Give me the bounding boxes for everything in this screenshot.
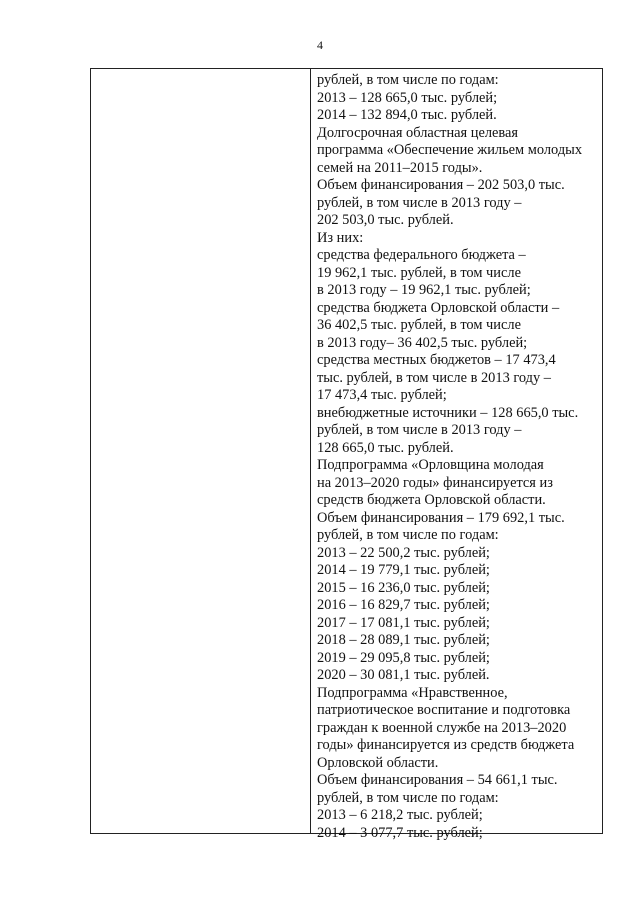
text-line: 2014 – 132 894,0 тыс. рублей. (317, 107, 497, 123)
text-line: 17 473,4 тыс. рублей; (317, 387, 447, 403)
text-line: 2015 – 16 236,0 тыс. рублей; (317, 579, 490, 596)
text-line: 2019 – 29 095,8 тыс. рублей; (317, 649, 490, 666)
text-line: патриотическое воспитание и подготовка (317, 702, 571, 718)
text-line: в 2013 году– 36 402,5 тыс. рублей; (317, 334, 528, 351)
text-line: годы» финансируется из средств бюджета (317, 737, 575, 753)
text-line: средства бюджета Орловской области – (317, 299, 560, 316)
text-line: Объем финансирования – 202 503,0 тыс. (317, 177, 565, 193)
text-line: семей на 2011–2015 годы». (317, 159, 483, 176)
text-line: 2013 – 6 218,2 тыс. рублей; (317, 807, 483, 823)
text-line: 2020 – 30 081,1 тыс. рублей. (317, 667, 490, 683)
text-line: средства местных бюджетов – 17 473,4 (317, 352, 556, 368)
text-line: Объем финансирования – 54 661,1 тыс. (317, 772, 558, 788)
text-line: в 2013 году – 19 962,1 тыс. рублей; (317, 282, 531, 298)
document-table (90, 68, 603, 841)
table-right-cell (317, 72, 601, 842)
text-line: на 2013–2020 годы» финансируется из (317, 474, 553, 491)
text-line: 2014 – 19 779,1 тыс. рублей; (317, 562, 490, 578)
text-line: рублей, в том числе по годам: (317, 527, 499, 543)
text-line: Подпрограмма «Орловщина молодая (317, 457, 544, 473)
text-line: 2017 – 17 081,1 тыс. рублей; (317, 614, 490, 631)
text-line: Подпрограмма «Нравственное, (317, 684, 508, 701)
text-line: 2014 – 3 077,7 тыс. рублей; (317, 824, 483, 841)
text-line: 2013 – 22 500,2 тыс. рублей; (317, 544, 490, 561)
text-line: 2013 – 128 665,0 тыс. рублей; (317, 89, 498, 106)
text-line: программа «Обеспечение жильем молодых (317, 142, 583, 158)
page-number: 4 (317, 38, 323, 52)
text-line: граждан к военной службе на 2013–2020 (317, 719, 567, 736)
text-line: 128 665,0 тыс. рублей. (317, 439, 454, 456)
text-line: 36 402,5 тыс. рублей, в том числе (317, 317, 521, 333)
text-line: рублей, в том числе в 2013 году – (317, 422, 522, 438)
text-line: 202 503,0 тыс. рублей. (317, 212, 454, 228)
column-divider (310, 69, 311, 833)
text-line: Долгосрочная областная целевая (317, 124, 519, 141)
text-line: тыс. рублей, в том числе в 2013 году – (317, 369, 551, 386)
text-line: рублей, в том числе в 2013 году – (317, 194, 522, 211)
text-line: 2018 – 28 089,1 тыс. рублей; (317, 632, 490, 648)
text-line: Из них: (317, 229, 364, 246)
text-line: Объем финансирования – 179 692,1 тыс. (317, 509, 565, 526)
text-line: 2016 – 16 829,7 тыс. рублей; (317, 597, 490, 613)
text-line: рублей, в том числе по годам: (317, 72, 499, 88)
text-line: внебюджетные источники – 128 665,0 тыс. (317, 404, 579, 421)
text-line: Орловской области. (317, 754, 439, 771)
text-line: 19 962,1 тыс. рублей, в том числе (317, 264, 521, 281)
text-line: средства федерального бюджета – (317, 247, 526, 263)
text-line: средств бюджета Орловской области. (317, 492, 546, 508)
text-line: рублей, в том числе по годам: (317, 789, 499, 806)
